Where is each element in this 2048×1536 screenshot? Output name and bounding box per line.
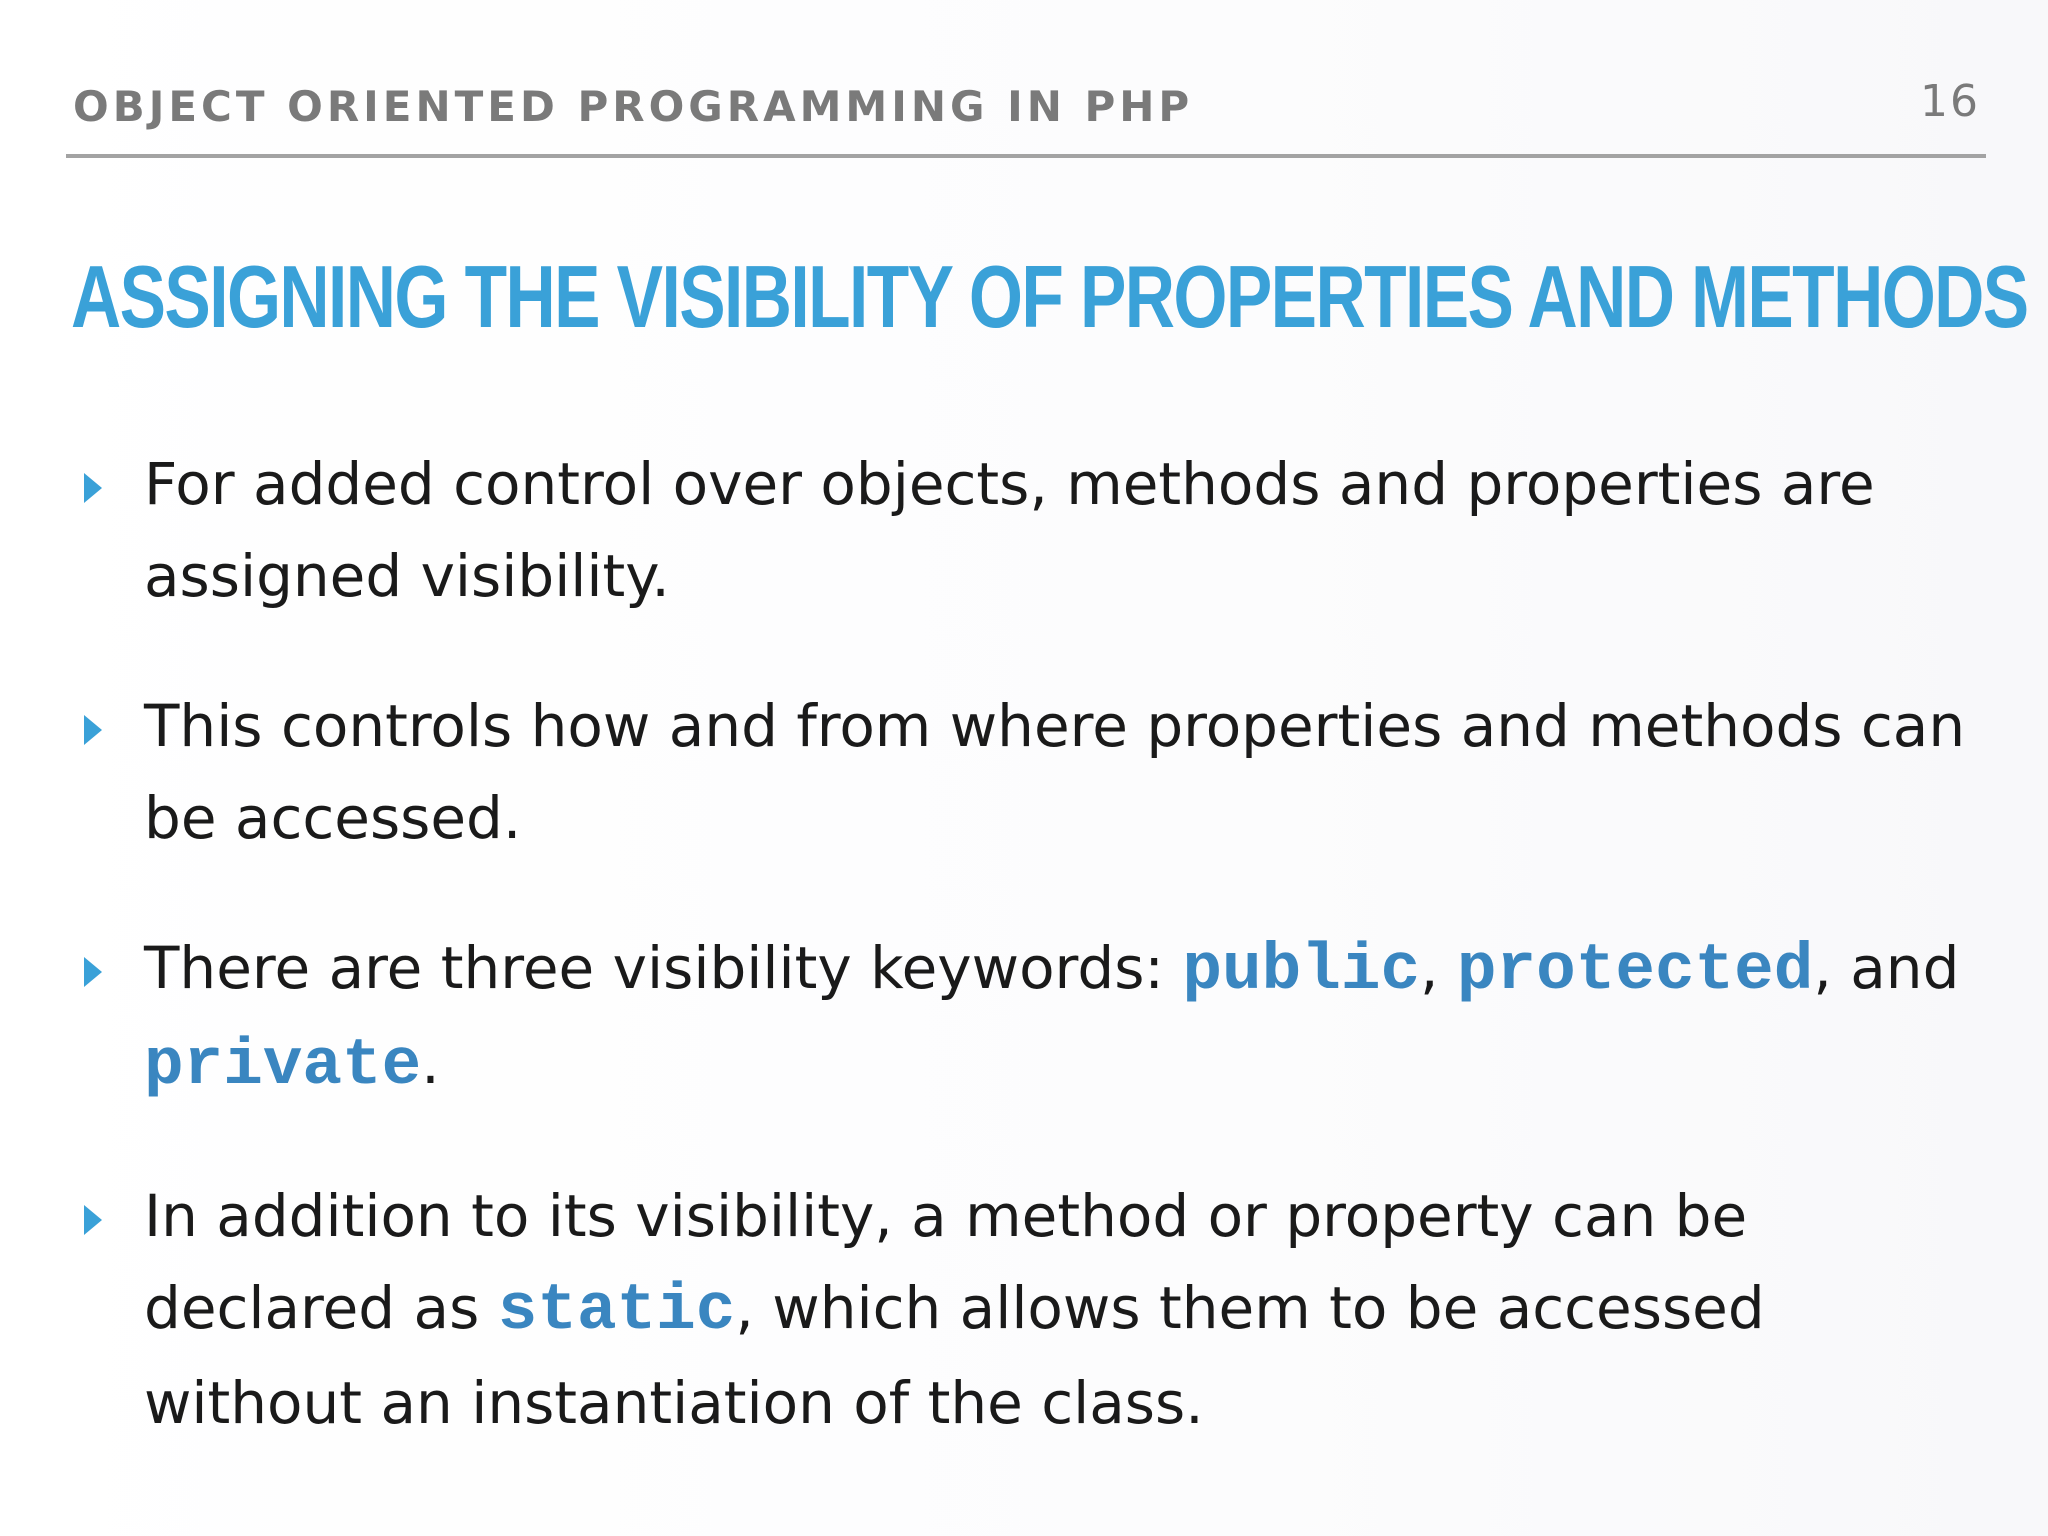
- bullet-item: [80, 1170, 1990, 1449]
- keyword-protected: protected: [1456, 933, 1814, 1008]
- bullet-list: [80, 438, 1990, 1507]
- bullet-text-suffix: , which allows them to be accessed without an instantiation of the class.: [144, 1274, 1765, 1437]
- bullet-text: For added control over objects, methods and properties are assigned visibility.: [144, 450, 1875, 610]
- triangle-right-icon: [84, 715, 102, 745]
- triangle-right-icon: [84, 1205, 102, 1235]
- bullet-text-prefix: There are three visibility keywords:: [144, 934, 1183, 1002]
- bullet-text-prefix: In addition to its visibility, a method or property can be declared as: [144, 1182, 1748, 1342]
- bullet-text-separator: , and: [1813, 934, 1960, 1002]
- keyword-public: public: [1182, 933, 1421, 1008]
- bullet-item: [80, 680, 1990, 864]
- page-number: 16: [1920, 76, 1980, 127]
- keyword-static: static: [497, 1273, 736, 1348]
- bullet-item: [80, 922, 1990, 1112]
- section-title: OBJECT ORIENTED PROGRAMMING IN PHP: [73, 82, 1194, 131]
- triangle-right-icon: [84, 957, 102, 987]
- bullet-text: This controls how and from where properties and methods can be accessed.: [144, 692, 1966, 852]
- bullet-text-suffix: .: [421, 1029, 440, 1097]
- bullet-text-separator: ,: [1420, 934, 1457, 1002]
- slide-title: ASSIGNING THE VISIBILITY OF PROPERTIES AND METHODS: [71, 247, 2028, 346]
- keyword-private: private: [144, 1028, 422, 1103]
- bullet-item: [80, 438, 1990, 622]
- header-divider: [66, 154, 1986, 158]
- triangle-right-icon: [84, 473, 102, 503]
